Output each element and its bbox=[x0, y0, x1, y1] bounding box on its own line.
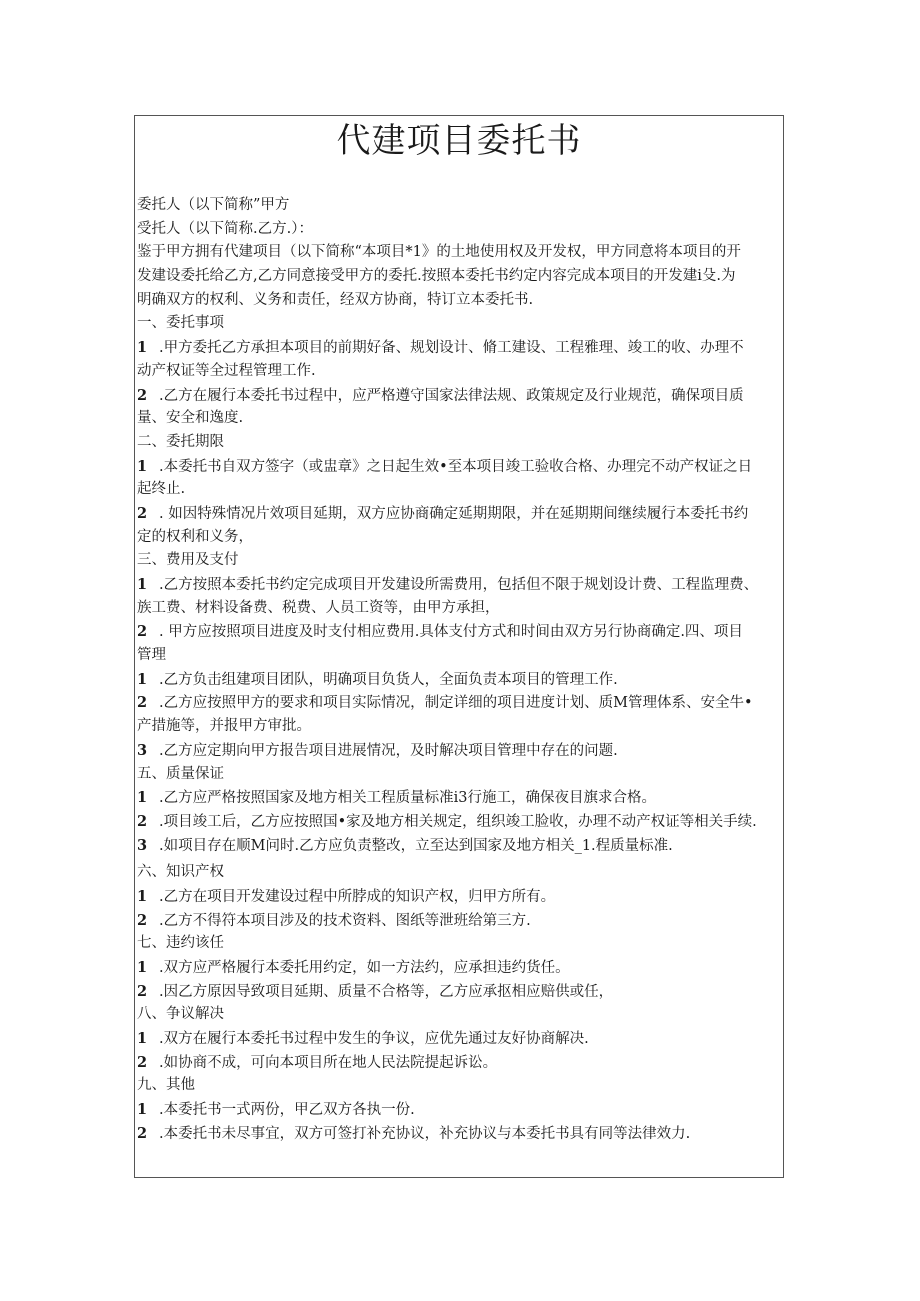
line-text: . 甲方应按照项目进度及时支付相应费用.具体支付方式和时间由双方另行协商确定.四、项目 bbox=[159, 624, 743, 641]
line-text: .因乙方原因导致项目延期、质量不合格等，乙方应承抠相应赔供或任， bbox=[159, 983, 614, 1000]
line-text: .乙方应严格按照国家及地方相关工程质量标准i3行施工，确保夜目旗求合格。 bbox=[159, 790, 656, 807]
text-line bbox=[137, 597, 783, 621]
line-text: 一、委托事项 bbox=[137, 315, 224, 332]
clause-number: 2 bbox=[137, 1053, 148, 1071]
line-text: 八、争议解决 bbox=[137, 1006, 224, 1023]
clause-number: 1 bbox=[137, 887, 148, 905]
line-text: .本委托书自双方签字（或盅章》之日起生效•至本项目竣工验收合格、办理完不动产权证之日 bbox=[159, 458, 753, 475]
clause-number: 3 bbox=[137, 836, 148, 854]
line-text: 定的权利和义务， bbox=[137, 528, 253, 545]
line-text: 三、费用及支付 bbox=[137, 552, 239, 569]
line-text: 二、委托期限 bbox=[137, 433, 224, 450]
clause-number: 1 bbox=[137, 789, 148, 807]
text-line bbox=[137, 980, 783, 1004]
text-line bbox=[137, 1098, 783, 1122]
line-text: .乙方不得符本项目涉及的技术资料、图纸等泄班给第三方. bbox=[159, 912, 531, 929]
text-line bbox=[137, 336, 783, 360]
line-text: 产措施等，并报甲方审批。 bbox=[137, 718, 311, 735]
text-line bbox=[137, 810, 783, 834]
line-text: 起终止. bbox=[137, 481, 186, 498]
text-line bbox=[137, 407, 783, 431]
line-text: 五、质量保证 bbox=[137, 765, 224, 782]
line-text: .本委托书一式两份，甲乙双方各执一份. bbox=[159, 1102, 415, 1119]
text-line bbox=[137, 1074, 783, 1098]
text-line bbox=[137, 932, 783, 956]
text-line bbox=[137, 573, 783, 597]
clause-number: 3 bbox=[137, 741, 148, 759]
text-line bbox=[137, 885, 783, 909]
text-line bbox=[137, 786, 783, 810]
line-text: .乙方按照本委托书约定完成项目开发建设所需费用，包括但不限于规划设计费、工程监理费、 bbox=[159, 577, 759, 593]
text-line bbox=[137, 763, 783, 787]
clause-number: 1 bbox=[137, 959, 148, 976]
clause-number: 1 bbox=[137, 576, 148, 593]
text-line bbox=[137, 691, 783, 715]
text-line bbox=[137, 431, 783, 455]
text-line bbox=[137, 549, 783, 573]
clause-number: 2 bbox=[137, 694, 148, 712]
text-line bbox=[137, 218, 783, 242]
line-text: . 如因特殊情况片效项目延期，双方应协商确定延期期限，并在延期期间继续履行本委托书约 bbox=[159, 505, 749, 522]
clause-number: 2 bbox=[137, 812, 148, 830]
line-text: .乙方应定期向甲方报告项目进展情况，及时解决项目管理中存在的问题. bbox=[159, 742, 618, 759]
clause-number: 2 bbox=[137, 982, 148, 1000]
text-line bbox=[137, 715, 783, 739]
text-line bbox=[137, 312, 783, 336]
text-line bbox=[137, 289, 783, 313]
line-text: 发建设委托给乙方,乙方同意接受甲方的委托.按照本委托书约定内容完成本项目的开发建i殳.为 bbox=[137, 268, 736, 285]
document-frame bbox=[134, 115, 784, 1178]
text-line bbox=[137, 360, 783, 384]
text-line bbox=[137, 1051, 783, 1075]
clause-number: 1 bbox=[137, 670, 148, 688]
text-line bbox=[137, 644, 783, 668]
line-text: .双方应严格履行本委托用约定，如一方法约，应承担违约货任。 bbox=[159, 960, 570, 976]
text-line bbox=[137, 455, 783, 479]
text-line bbox=[137, 861, 783, 885]
line-text: 族工费、材料设备费、税费、人员工资等，由甲方承担， bbox=[137, 599, 500, 616]
line-text: 动产权证等全过程管理工作. bbox=[137, 362, 316, 379]
clause-number: 1 bbox=[137, 339, 148, 357]
line-text: .如项目存在顺M问时.乙方应负责整改，立至达到国家及地方相关_1.程质量标准. bbox=[159, 837, 673, 854]
text-line bbox=[137, 956, 783, 980]
text-line bbox=[137, 194, 783, 218]
line-text: 鉴于甲方拥有代建项目（以下简称“本项目*1》的土地使用权及开发权，甲方同意将本项目的开 bbox=[137, 244, 741, 261]
document-title: 代建项目委托书 bbox=[336, 121, 582, 161]
clause-number: 2 bbox=[137, 386, 148, 404]
clause-number: 2 bbox=[137, 911, 148, 929]
line-text: 管理 bbox=[137, 647, 166, 664]
clause-number: 2 bbox=[137, 504, 148, 522]
text-line bbox=[137, 1122, 783, 1146]
clause-number: 1 bbox=[137, 457, 148, 475]
clause-number: 1 bbox=[137, 1101, 148, 1119]
line-text: .如协商不成，可向本项目所在地人民法院提起诉讼。 bbox=[159, 1054, 498, 1071]
line-text: 委托人（以下简称”甲方 bbox=[137, 197, 290, 213]
clause-number: 2 bbox=[137, 1124, 148, 1142]
line-text: 七、违约该任 bbox=[137, 935, 224, 952]
line-text: 量、安全和逸度. bbox=[137, 410, 244, 427]
text-line bbox=[137, 478, 783, 502]
clause-number: 2 bbox=[137, 623, 148, 641]
text-line bbox=[137, 1003, 783, 1027]
line-text: .本委托书未尽事宜，双方可签打补充协议，补充协议与本委托书具有同等法律效力. bbox=[159, 1125, 691, 1142]
text-line bbox=[137, 384, 783, 408]
clause-number: 1 bbox=[137, 1030, 148, 1048]
text-line bbox=[137, 526, 783, 550]
text-line bbox=[137, 502, 783, 526]
text-line bbox=[137, 620, 783, 644]
document-body bbox=[137, 194, 783, 1146]
line-text: .项目竣工后，乙方应按照国•家及地方相关规定，组织竣工脸收，办理不动产权证等相关手续. bbox=[159, 813, 757, 830]
text-line bbox=[137, 1027, 783, 1051]
text-line bbox=[137, 834, 783, 858]
line-text: .乙方在履行本委托书过程中，应严格遵守国家法律法规、政策规定及行业规范，确保项目质 bbox=[159, 387, 744, 404]
line-text: .乙方负击组建项目团队，明确项目负货人，全面负责本项目的管理工作. bbox=[159, 671, 618, 688]
line-text: 九、其他 bbox=[137, 1077, 195, 1094]
line-text: .双方在履行本委托书过程中发生的争议，应优先通过友好协商解决. bbox=[159, 1031, 589, 1048]
text-line bbox=[137, 668, 783, 692]
line-text: .乙方在项目开发建设过程中所脖成的知识产权，归甲方所有。 bbox=[159, 888, 556, 905]
text-line bbox=[137, 909, 783, 933]
line-text: 受托人（以下简称.乙方.）： bbox=[137, 220, 313, 237]
line-text: 六、知识产权 bbox=[137, 864, 224, 881]
line-text: .甲方委托乙方承担本项目的前期好备、规划设计、脩工建设、工程雅理、竣工的收、办理不 bbox=[159, 340, 744, 357]
text-line bbox=[137, 739, 783, 763]
text-line bbox=[137, 265, 783, 289]
line-text: .乙方应按照甲方的要求和项目实际情况，制定详细的项目进度计划、质M管理体系、安全牛• bbox=[159, 695, 753, 712]
line-text: 明确双方的权利、义务和责任，经双方协商，特订立本委托书. bbox=[137, 291, 534, 308]
text-line bbox=[137, 241, 783, 265]
